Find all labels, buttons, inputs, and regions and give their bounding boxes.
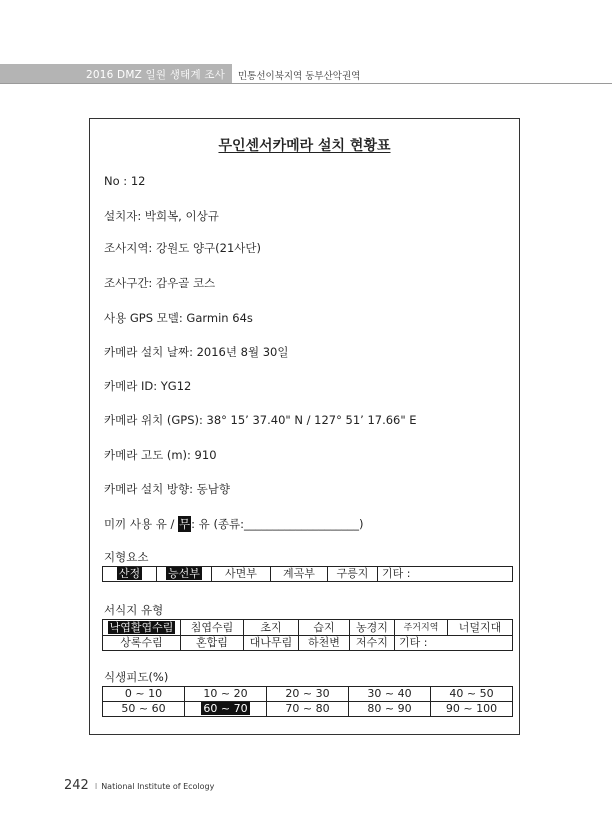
- option-label: 너덜지대: [458, 620, 502, 634]
- header-rule: [0, 83, 612, 84]
- table-cell: [103, 687, 185, 702]
- option-label: 20 ~ 30: [285, 687, 330, 700]
- habitat-table: [102, 619, 513, 651]
- table-cell: [103, 702, 185, 717]
- option-label: 90 ~ 100: [445, 702, 498, 715]
- selected-option: 능선부: [168, 567, 200, 580]
- table-cell: [103, 636, 181, 651]
- bait-label: 미끼 사용 유 /: [104, 517, 179, 531]
- table-row: [103, 620, 513, 636]
- table-cell: [328, 567, 378, 582]
- table-cell: [103, 620, 181, 636]
- table-row: [103, 687, 513, 702]
- table-cell: [431, 702, 513, 717]
- selected-option: 낙엽활엽수림: [109, 620, 174, 634]
- table-cell: [349, 702, 431, 717]
- field-altitude: 카메라 고도 (m): 910: [104, 448, 217, 462]
- field-bait: [104, 516, 364, 532]
- option-label: 주거지역: [403, 623, 439, 633]
- table-cell: [350, 620, 395, 636]
- option-label: 대나무림: [249, 636, 293, 649]
- option-label: 침엽수림: [190, 620, 234, 634]
- field-gps-model: 사용 GPS 모델: Garmin 64s: [104, 311, 253, 325]
- table-cell: [448, 620, 513, 636]
- option-label: 저수지: [356, 636, 388, 649]
- page-number: 242: [64, 778, 89, 793]
- option-label: 혼합림: [196, 636, 228, 649]
- table-row: [103, 702, 513, 717]
- coverage-table: [102, 686, 513, 717]
- form-title: 무인센서카메라 설치 현황표: [218, 138, 391, 154]
- option-label: 하천변: [308, 636, 340, 649]
- page-footer: [64, 774, 214, 793]
- table-cell: [244, 636, 299, 651]
- camera-install-form: [89, 118, 520, 735]
- option-label: 농경지: [356, 620, 388, 634]
- option-label: 사면부: [225, 567, 257, 580]
- bait-after: : 유 (종류:____________________): [191, 517, 364, 531]
- option-label: 70 ~ 80: [285, 702, 330, 715]
- table-cell: [299, 620, 350, 636]
- table-row: [103, 567, 513, 582]
- table-cell: [378, 567, 513, 582]
- table-cell: [103, 567, 157, 582]
- table-cell: [431, 687, 513, 702]
- table-cell: [299, 636, 350, 651]
- field-location: 카메라 위치 (GPS): 38° 15’ 37.40" N / 127° 51’ 17.66" E: [104, 413, 417, 427]
- page-header: [0, 64, 612, 84]
- option-label: 50 ~ 60: [121, 702, 166, 715]
- field-no: No : 12: [104, 174, 146, 188]
- table-cell: [350, 636, 395, 651]
- selected-option: 산정: [118, 567, 141, 580]
- terrain-table: [102, 566, 513, 582]
- field-section: 조사구간: 감우골 코스: [104, 276, 216, 290]
- field-installer: 설치자: 박희복, 이상규: [104, 209, 219, 223]
- option-label: 상록수림: [120, 636, 163, 649]
- option-label: 30 ~ 40: [367, 687, 412, 700]
- option-label: 기타 :: [399, 636, 428, 649]
- option-label: 10 ~ 20: [203, 687, 248, 700]
- table-cell: [212, 567, 271, 582]
- table-cell: [271, 567, 328, 582]
- field-camera-id: 카메라 ID: YG12: [104, 379, 192, 393]
- option-label: 초지: [260, 620, 282, 634]
- option-label: 0 ~ 10: [124, 687, 163, 700]
- header-report-title: 2016 DMZ 일원 생태계 조사: [86, 69, 226, 81]
- table-cell: [395, 620, 448, 636]
- option-label: 기타 :: [382, 567, 411, 580]
- coverage-title: 식생피도(%): [104, 670, 169, 684]
- table-cell: [267, 702, 349, 717]
- table-cell: [349, 687, 431, 702]
- option-label: 40 ~ 50: [449, 687, 494, 700]
- habitat-title: 서식지 유형: [104, 603, 164, 617]
- option-label: 80 ~ 90: [367, 702, 412, 715]
- field-direction: 카메라 설치 방향: 동남향: [104, 482, 230, 496]
- table-row: [103, 636, 513, 651]
- table-cell: [185, 687, 267, 702]
- table-cell: [267, 687, 349, 702]
- option-label: 계곡부: [283, 567, 315, 580]
- table-cell: [181, 620, 244, 636]
- field-area: 조사지역: 강원도 양구(21사단): [104, 241, 261, 255]
- table-cell: [157, 567, 212, 582]
- footer-separator: I: [94, 782, 98, 791]
- table-cell: [395, 636, 513, 651]
- footer-institute: National Institute of Ecology: [101, 782, 215, 791]
- bait-selected: 무: [179, 517, 191, 531]
- table-cell: [185, 702, 267, 717]
- selected-option: 60 ~ 70: [203, 702, 248, 715]
- terrain-title: 지형요소: [104, 550, 149, 564]
- table-cell: [244, 620, 299, 636]
- option-label: 구릉지: [336, 567, 369, 580]
- table-cell: [181, 636, 244, 651]
- field-install-date: 카메라 설치 날짜: 2016년 8월 30일: [104, 345, 289, 359]
- option-label: 습지: [313, 620, 335, 634]
- header-region: 민통선이북지역 동부산악권역: [238, 71, 361, 82]
